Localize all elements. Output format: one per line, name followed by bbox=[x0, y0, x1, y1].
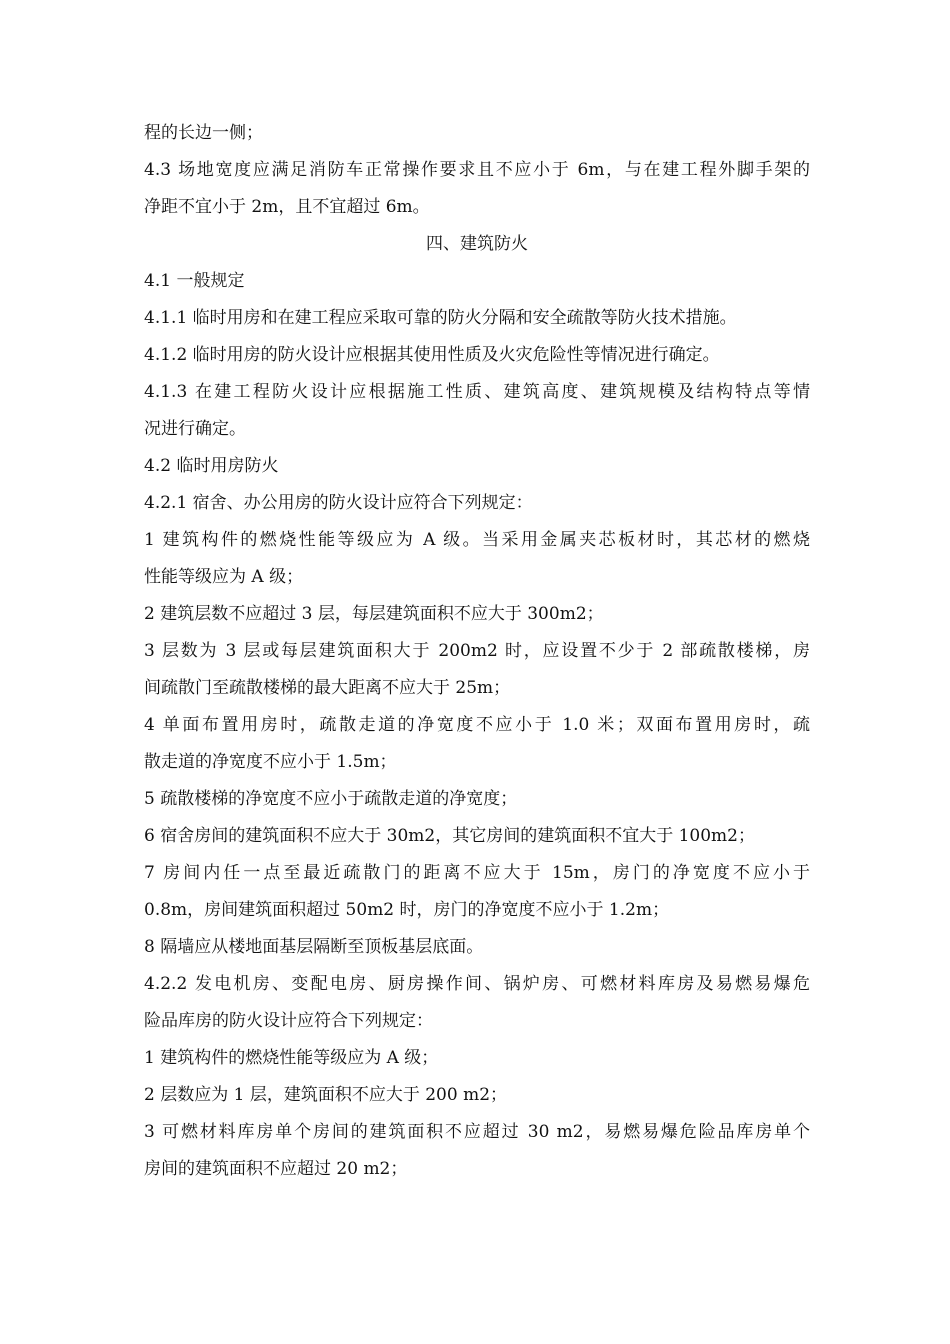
document-body bbox=[144, 115, 810, 1188]
text-line: 4.1.1 临时用房和在建工程应采取可靠的防火分隔和安全疏散等防火技术措施。 bbox=[144, 308, 737, 328]
text-line: 险品库房的防火设计应符合下列规定： bbox=[144, 1011, 433, 1031]
subsection-heading: 4.1 一般规定 bbox=[144, 271, 245, 291]
text-line: 6 宿舍房间的建筑面积不应大于 30m2，其它房间的建筑面积不宜大于 100m2； bbox=[144, 826, 755, 846]
text-line: 8 隔墙应从楼地面基层隔断至顶板基层底面。 bbox=[144, 937, 484, 957]
text-line: 2 层数应为 1 层，建筑面积不应大于 200 m2； bbox=[144, 1085, 508, 1105]
text-line: 4.1.2 临时用房的防火设计应根据其使用性质及火灾危险性等情况进行确定。 bbox=[144, 345, 720, 365]
text-line: 况进行确定。 bbox=[144, 419, 246, 439]
text-line: 1 建筑构件的燃烧性能等级应为 A 级。当采用金属夹芯板材时，其芯材的燃烧 bbox=[144, 530, 810, 550]
text-line: 4.2.1 宿舍、办公用房的防火设计应符合下列规定： bbox=[144, 493, 533, 513]
text-line: 房间的建筑面积不应超过 20 m2； bbox=[144, 1159, 408, 1179]
text-line: 散走道的净宽度不应小于 1.5m； bbox=[144, 752, 397, 772]
text-line: 7 房间内任一点至最近疏散门的距离不应大于 15m，房门的净宽度不应小于 bbox=[144, 863, 810, 883]
text-line: 1 建筑构件的燃烧性能等级应为 A 级； bbox=[144, 1048, 439, 1068]
text-line: 性能等级应为 A 级； bbox=[144, 567, 304, 587]
text-line: 4.1.3 在建工程防火设计应根据施工性质、建筑高度、建筑规模及结构特点等情 bbox=[144, 382, 810, 402]
text-line: 0.8m，房间建筑面积超过 50m2 时，房门的净宽度不应小于 1.2m； bbox=[144, 900, 670, 920]
text-line: 5 疏散楼梯的净宽度不应小于疏散走道的净宽度； bbox=[144, 789, 518, 809]
text-line: 4.2.2 发电机房、变配电房、厨房操作间、锅炉房、可燃材料库房及易燃易爆危 bbox=[144, 974, 810, 994]
text-line: 净距不宜小于 2m，且不宜超过 6m。 bbox=[144, 197, 430, 217]
text-line: 4 单面布置用房时，疏散走道的净宽度不应小于 1.0 米；双面布置用房时，疏 bbox=[144, 715, 810, 735]
text-line: 3 可燃材料库房单个房间的建筑面积不应超过 30 m2，易燃易爆危险品库房单个 bbox=[144, 1122, 810, 1142]
text-line: 3 层数为 3 层或每层建筑面积大于 200m2 时，应设置不少于 2 部疏散楼梯，房 bbox=[144, 641, 810, 661]
text-line: 4.3 场地宽度应满足消防车正常操作要求且不应小于 6m，与在建工程外脚手架的 bbox=[144, 160, 810, 180]
text-line: 间疏散门至疏散楼梯的最大距离不应大于 25m； bbox=[144, 678, 511, 698]
text-line: 2 建筑层数不应超过 3 层，每层建筑面积不应大于 300m2； bbox=[144, 604, 604, 624]
text-line: 程的长边一侧； bbox=[144, 123, 263, 143]
section-heading: 四、建筑防火 bbox=[426, 234, 528, 254]
subsection-heading: 4.2 临时用房防火 bbox=[144, 456, 279, 476]
